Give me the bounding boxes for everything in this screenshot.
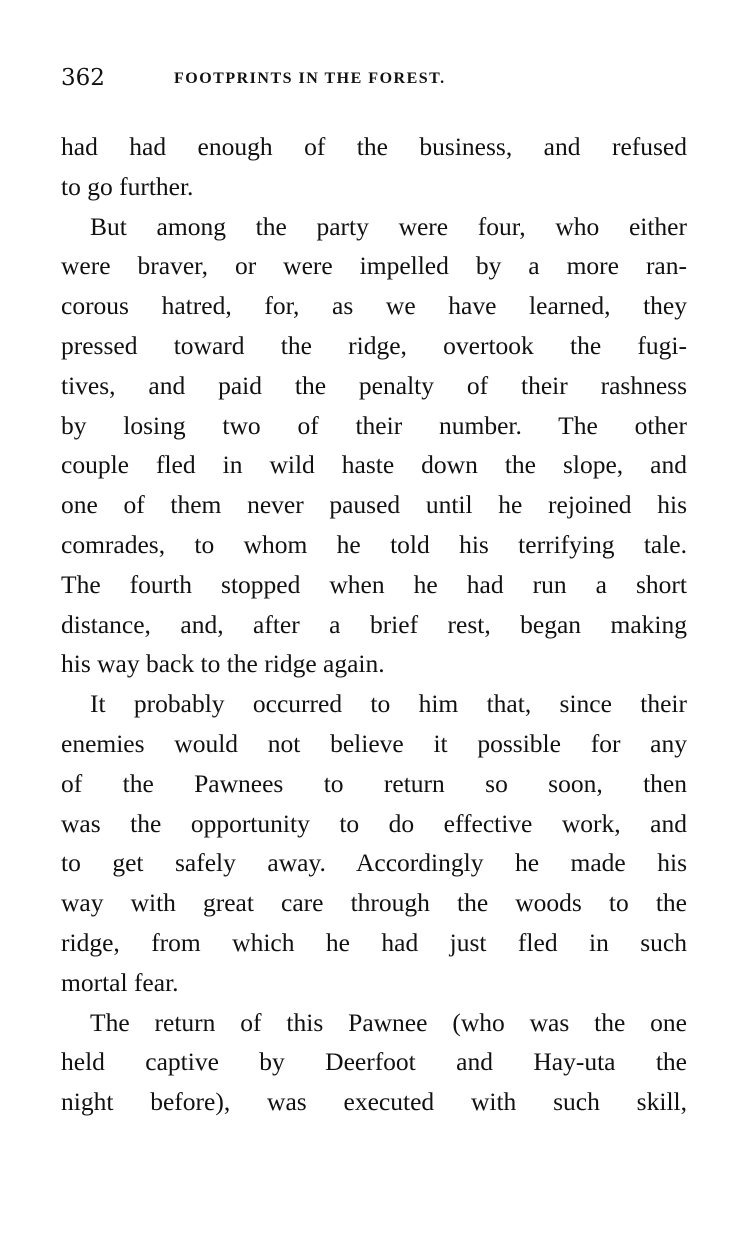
text-line: tives, and paid the penalty of their rashness bbox=[61, 370, 687, 400]
running-head bbox=[61, 62, 687, 94]
text-line: The return of this Pawnee (who was the one bbox=[90, 1007, 687, 1037]
text-line: by losing two of their number. The other bbox=[61, 410, 687, 440]
text-line: But among the party were four, who either bbox=[90, 211, 687, 241]
text-line: his way back to the ridge again. bbox=[61, 649, 385, 679]
text-line: way with great care through the woods to the bbox=[61, 888, 687, 918]
text-line: mortal fear. bbox=[61, 967, 179, 997]
text-line: distance, and, after a brief rest, began making bbox=[61, 609, 687, 639]
text-line: enemies would not believe it possible for any bbox=[61, 728, 687, 758]
body-text bbox=[61, 127, 687, 1122]
text-line: held captive by Deerfoot and Hay-uta the bbox=[61, 1047, 687, 1077]
running-title: FOOTPRINTS IN THE FOREST. bbox=[174, 70, 446, 87]
text-line: night before), was executed with such skill, bbox=[61, 1087, 687, 1117]
text-line: It probably occurred to him that, since their bbox=[90, 689, 687, 719]
text-line: The fourth stopped when he had run a short bbox=[61, 569, 687, 599]
page-number: 362 bbox=[61, 65, 105, 91]
text-line: couple fled in wild haste down the slope, and bbox=[61, 450, 687, 480]
text-line: one of them never paused until he rejoined his bbox=[61, 490, 687, 520]
text-line: was the opportunity to do effective work, and bbox=[61, 808, 687, 838]
text-line: to get safely away. Accordingly he made his bbox=[61, 848, 687, 878]
text-line: were braver, or were impelled by a more ran- bbox=[61, 251, 687, 281]
text-line: corous hatred, for, as we have learned, they bbox=[61, 291, 687, 321]
text-line: ridge, from which he had just fled in such bbox=[61, 927, 687, 957]
text-line: pressed toward the ridge, overtook the fugi- bbox=[61, 330, 687, 360]
text-line: to go further. bbox=[61, 171, 194, 201]
text-line: had had enough of the business, and refused bbox=[61, 132, 687, 161]
text-line: comrades, to whom he told his terrifying tale. bbox=[61, 529, 687, 559]
text-line: of the Pawnees to return so soon, then bbox=[61, 768, 687, 798]
